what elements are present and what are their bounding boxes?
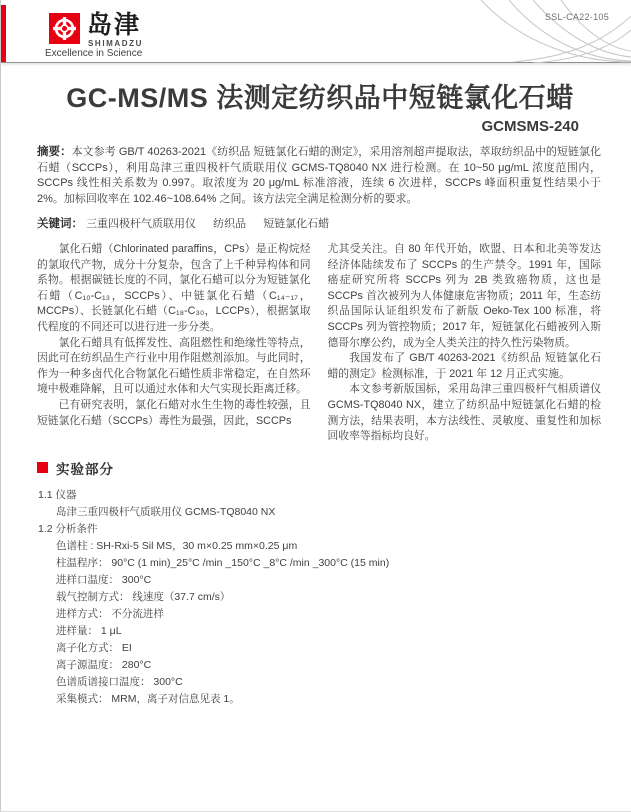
intro-left-column (37, 242, 311, 445)
application-code: GCMSMS-240 (481, 118, 579, 135)
abstract-paragraph (37, 145, 601, 207)
logo-text-group (80, 13, 143, 48)
logo-english-text: SHIMADZU (88, 39, 144, 48)
condition-line: 离子化方式： EI (56, 641, 132, 654)
page-title: GC-MS/MS 法测定纺织品中短链氯化石蜡 (66, 83, 574, 113)
introduction-columns (37, 242, 601, 445)
abstract-text: 本文参考 GB/T 40263-2021《纺织品 短链氯化石蜡的测定》，采用溶剂超声提取法，萃取纺织品中的短链氯化石蜡（SCCPs），利用岛津三重四极杆气质联用仪 GCMS-TQ8040 NX 进行检测。在 10~50 μg/mL 浓度范围内，SCCPs 线性相关系数为 0.997。取浓度为 20 μg/mL 标准溶液，连续 6 次进样，SCCPs 峰面积重复性结果小于 2%。加标回收率在 102.46~108.64% 之间。该方法完全满足检测分析的要求。 (37, 146, 602, 205)
section-heading-text: 实验部分 (56, 461, 114, 477)
keywords-line (37, 215, 601, 231)
decorative-arcs (421, 0, 631, 63)
brand-tagline: Excellence in Science (45, 48, 143, 59)
experimental-details (37, 487, 601, 708)
condition-line: 采集模式： MRM，离子对信息见表 1。 (56, 692, 240, 705)
page-header (1, 0, 631, 63)
logo-chinese-text: 岛津 (87, 11, 142, 39)
shimadzu-emblem-icon (49, 13, 80, 44)
intro-paragraph: 尤其受关注。自 80 年代开始，欧盟、日本和北美等发达经济体陆续发布了 SCCPs 的生产禁令。1991 年，国际癌症研究所将 SCCPs 列为 2B 类致癌物质，这也是 SCCPs 首次被列为人体健康危害物质；2011 年，生态纺织品国际认证组织发布了新版 Oeko-Tex 100 标准，将 SCCPs 列为管控物质；2017 年，短链氯化石蜡被列入斯德哥尔摩公约，成为全人类关注的持久性污染物质。 (327, 243, 601, 349)
circle-cross-icon (51, 15, 78, 42)
subsection-title-conditions: 1.2 分析条件 (38, 522, 98, 535)
document-body (1, 145, 631, 708)
document-number: SSL-CA22-105 (544, 12, 609, 22)
intro-right-column (328, 242, 602, 445)
keyword-item: 纺织品 (213, 218, 247, 230)
intro-paragraph: 已有研究表明，氯化石蜡对水生生物的毒性较强，且短链氯化石蜡（SCCPs）毒性为最强，因此，SCCPs (37, 398, 311, 427)
condition-line: 柱温程序： 90°C (1 min)_25°C /min _150°C _8°C /min _300°C (15 min) (56, 556, 390, 569)
intro-paragraph: 我国发布了 GB/T 40263-2021《纺织品 短链氯化石蜡的测定》检测标准，于 2021 年 12 月正式实施。 (327, 352, 601, 380)
condition-line: 进样方式： 不分流进样 (56, 607, 164, 620)
experimental-section-heading (37, 458, 601, 478)
instrument-line: 岛津三重四极杆气质联用仪 GCMS-TQ8040 NX (56, 505, 276, 518)
shimadzu-logo (49, 13, 143, 48)
intro-paragraph: 氯化石蜡具有低挥发性、高阻燃性和绝缘性等特点，因此可在纺织品生产行业中用作阻燃剂添加。与此同时，作为一种多卤代化合物氯化石蜡性质非常稳定，在自然环境中极难降解，且可以通过水体和大气实现长距离迁移。 (37, 336, 311, 396)
abstract-label: 摘要： (37, 146, 72, 158)
condition-line: 载气控制方式： 线速度（37.7 cm/s） (56, 590, 231, 603)
keyword-item: 三重四极杆气质联用仪 (86, 218, 197, 230)
condition-line: 离子源温度： 280°C (56, 658, 152, 671)
condition-line: 进样口温度： 300°C (56, 573, 152, 586)
condition-line: 色谱质谱接口温度： 300°C (56, 675, 183, 688)
left-red-accent-bar (1, 5, 6, 62)
section-bullet-icon (37, 462, 48, 473)
condition-line: 进样量： 1 μL (56, 624, 122, 637)
keyword-item: 短链氯化石蜡 (263, 218, 330, 230)
intro-paragraph: 氯化石蜡（Chlorinated paraffins，CPs）是正构烷烃的氯取代产物，成分十分复杂，包含了上千种异构体和同系物。根据碳链长度的不同，氯化石蜡可以分为短链氯化石蜡（C₁₀-C₁₃，SCCPs）、中链氯化石蜡（C₁₄₋₁₇，MCCPs）、长链氯化石蜡（C₁₈-C₃₀，LCCPs），根据氯取代程度的不同还可以进行进一步分类。 (37, 243, 311, 333)
condition-line: 色谱柱 : SH-Rxi-5 Sil MS，30 m×0.25 mm×0.25 μm (56, 539, 298, 552)
keywords-label: 关键词： (37, 218, 83, 230)
subsection-title-instrument: 1.1 仪器 (38, 488, 77, 501)
intro-paragraph: 本文参考新版国标，采用岛津三重四极杆气相质谱仪 GCMS-TQ8040 NX，建立了纺织品中短链氯化石蜡的检测方法，结果表明，本方法线性、灵敏度、重复性和加标回收率等指标均良好。 (327, 383, 601, 443)
